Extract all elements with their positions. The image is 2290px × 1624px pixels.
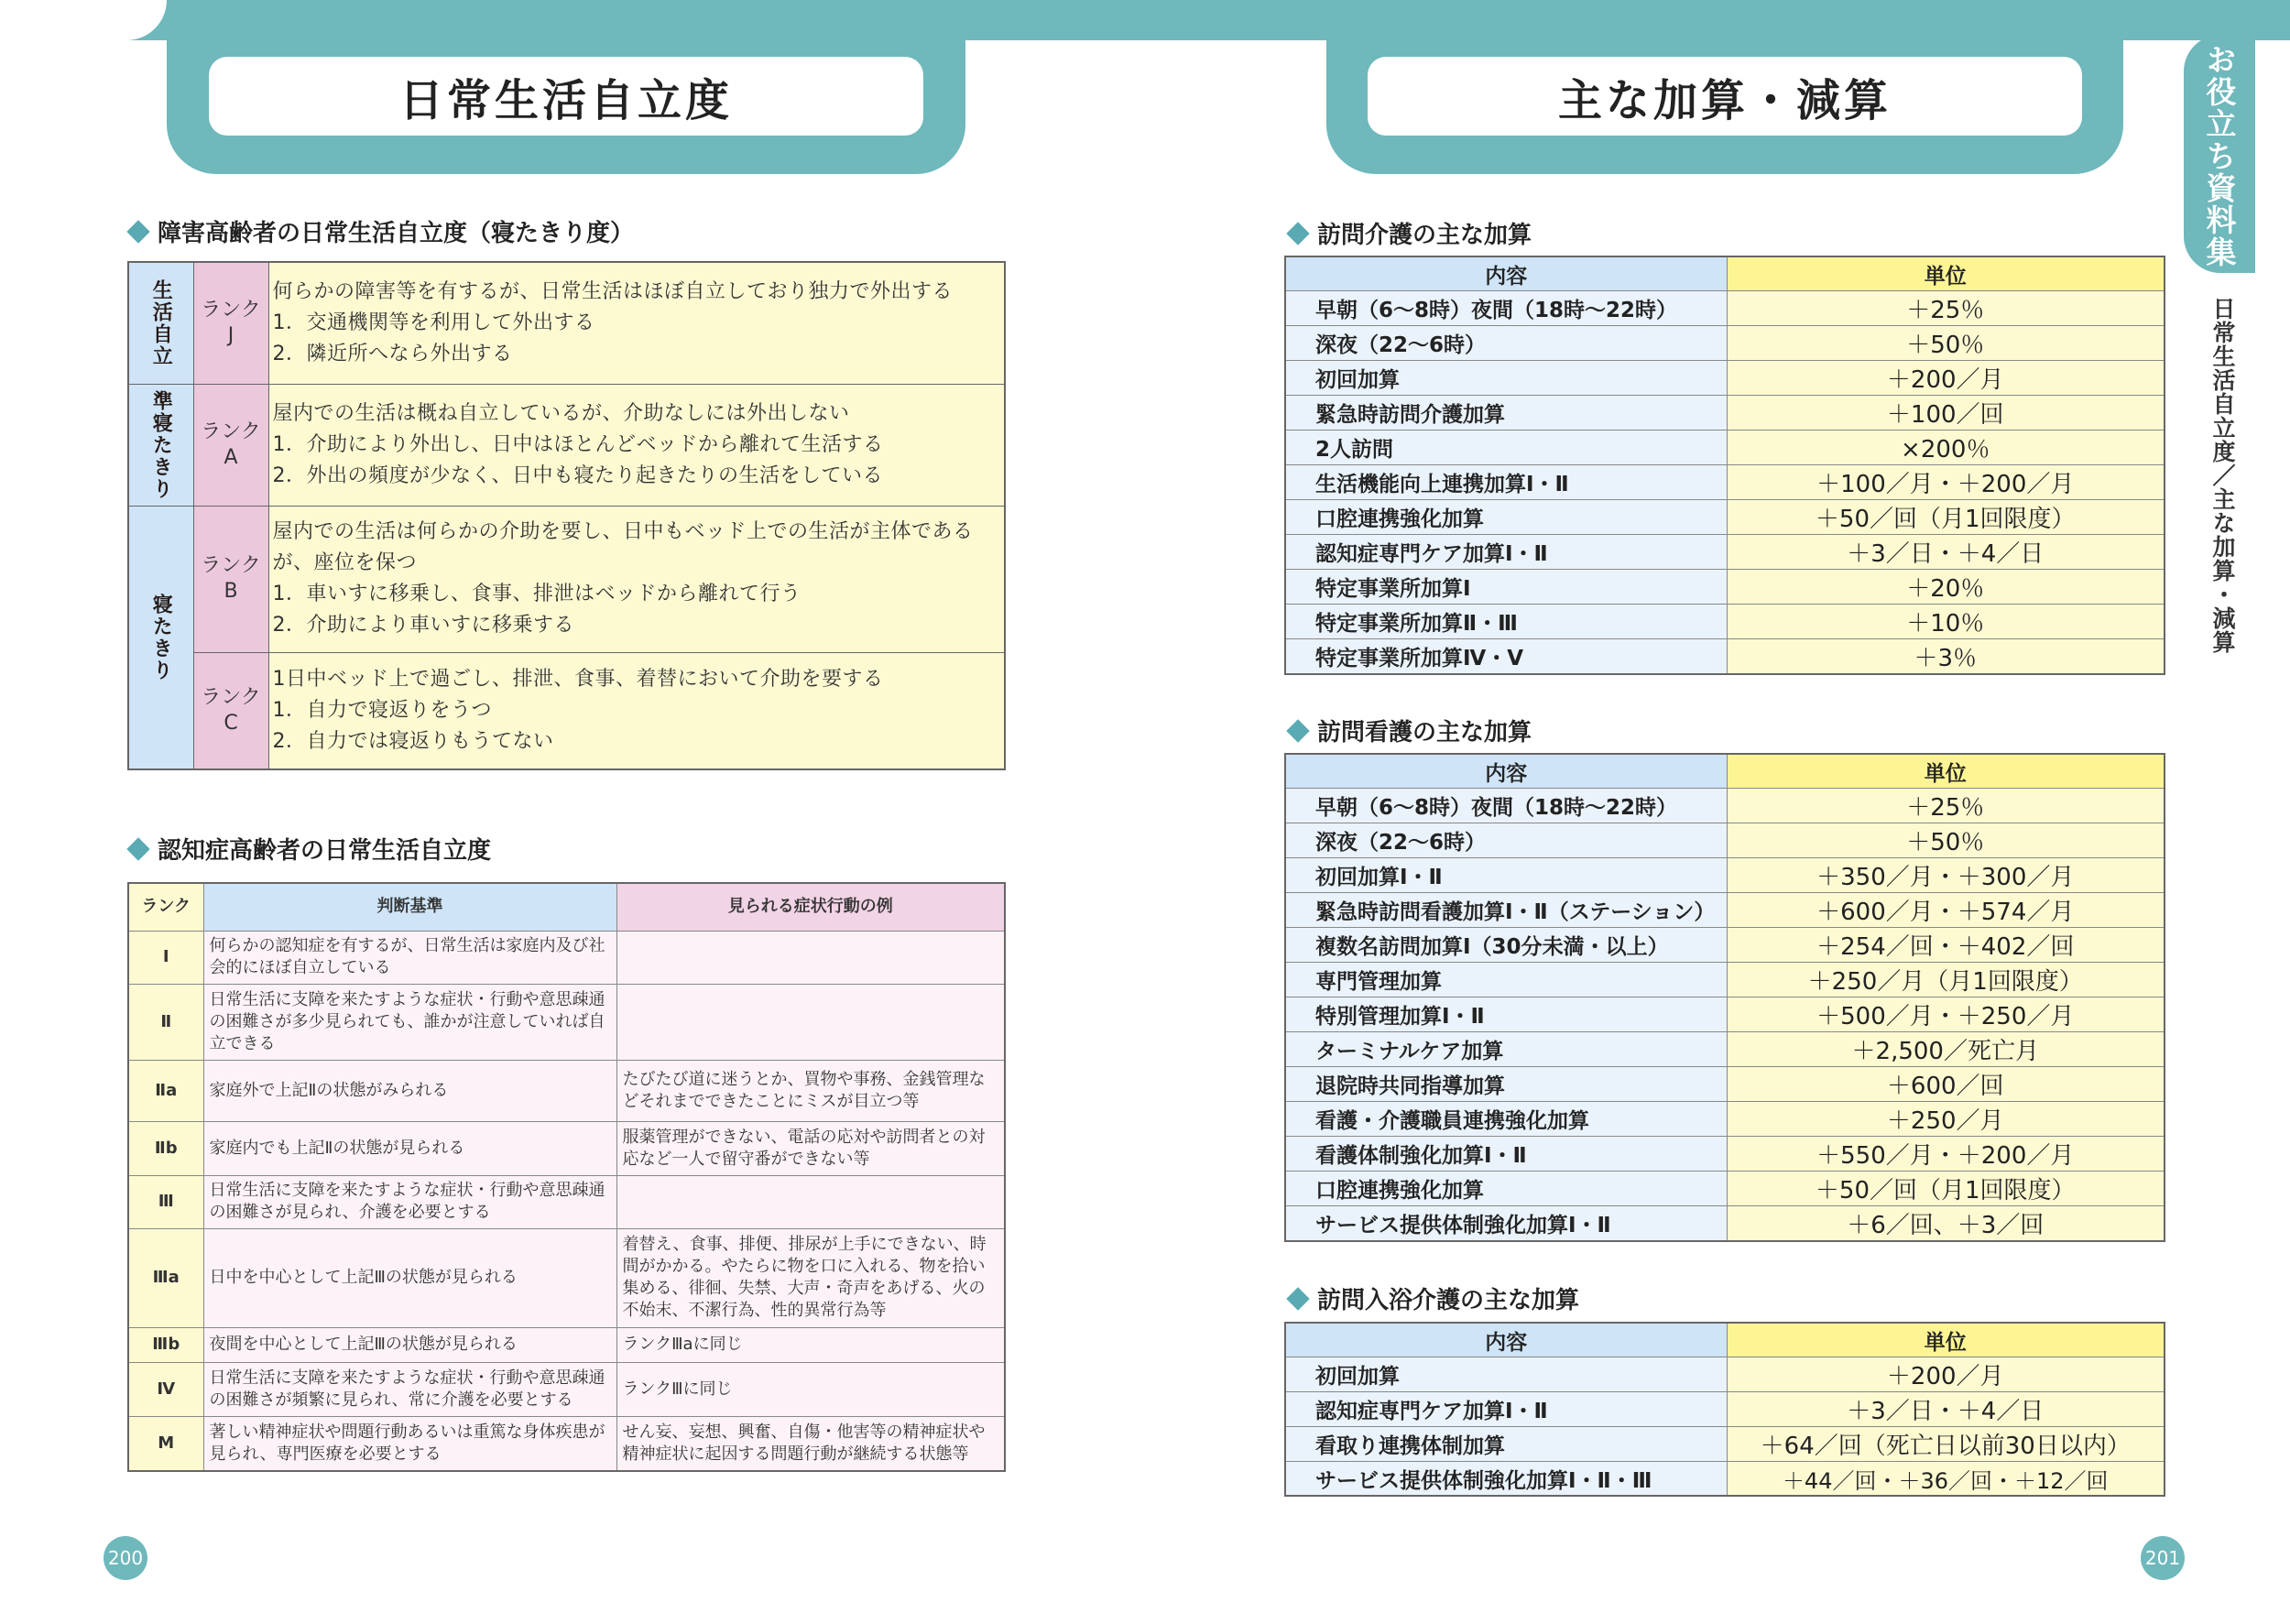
table-row-content: サービス提供体制強化加算Ⅰ・Ⅱ・Ⅲ [1285,1462,1727,1497]
table-row-content: ターミナルケア加算 [1285,1032,1727,1067]
rank-c: ランク C [193,652,268,769]
diamond-icon [1286,1287,1309,1310]
table-row-unit: ＋3／日・＋4／日 [1727,1392,2165,1427]
rank-b: ランク B [193,506,268,652]
bedridden-table [127,261,1006,770]
table-row-unit: ＋50／回（月1回限度） [1727,1172,2165,1206]
diamond-icon [126,837,149,860]
side-label: 日常生活自立度／主な加算・減算 [2209,297,2236,654]
dementia-table [127,882,1006,1472]
rank-a: ランク A [193,384,268,506]
table-row-unit: ＋550／月・＋200／月 [1727,1137,2165,1172]
header-rank: ランク [128,883,203,931]
table-row-rank: Ⅱa [128,1060,203,1121]
table-row-content: 特定事業所加算Ⅱ・Ⅲ [1285,605,1727,639]
sec5-heading [1284,1281,1579,1315]
diamond-icon [1286,222,1309,245]
table-row-criteria: 日常生活に支障を来たすような症状・行動や意思疎通の困難さが頻繁に見られ、常に介護を必要とする [203,1362,616,1416]
table-row-rank: Ⅲb [128,1327,203,1362]
table-row-unit: ＋200／月 [1727,1357,2165,1392]
table-row-content: 初回加算 [1285,361,1727,396]
table-row-unit: ＋500／月・＋250／月 [1727,997,2165,1032]
table-row-criteria: 日常生活に支障を来たすような症状・行動や意思疎通の困難さが多少見られても、誰かが注意していれば自立できる [203,984,616,1060]
table-row-rank: Ⅲ [128,1175,203,1228]
table-row-content: 口腔連携強化加算 [1285,500,1727,535]
page-number-right: 201 [2141,1536,2185,1580]
rank-j [193,262,268,384]
sec3-heading-text: 訪問介護の主な加算 [1317,222,1532,249]
table-row-content: 2人訪問 [1285,431,1727,465]
table-row-criteria: 何らかの認知症を有するが、日常生活は家庭内及び社会的にほぼ自立している [203,931,616,984]
table-row-example [616,984,1005,1060]
top-left-corner [0,0,167,40]
header-unit: 単位 [1727,1323,2165,1357]
table-row-unit: ＋44／回・＋36／回・＋12／回 [1727,1462,2165,1497]
table-row-rank: M [128,1416,203,1471]
table-row-content: 退院時共同指導加算 [1285,1067,1727,1102]
table-row-criteria: 夜間を中心として上記Ⅲの状態が見られる [203,1327,616,1362]
table-row-example [616,1175,1005,1228]
table-row-unit: ＋250／月（月1回限度） [1727,963,2165,997]
table-row-content: 特定事業所加算Ⅳ・Ⅴ [1285,639,1727,675]
table-row-content: 深夜（22～6時） [1285,326,1727,361]
table-row-content: 特定事業所加算Ⅰ [1285,570,1727,605]
rank-b-desc: 屋内での生活は何らかの介助を要し、日中もベッド上での生活が主体である が、座位を保つ 1．車いすに移乗し、食事、排泄はベッドから離れて行う 2．介助により車いすに移乗する [268,506,1005,652]
home-nursing-table [1284,753,2165,1242]
table-row-rank: Ⅲa [128,1228,203,1327]
table-row-example: ランクⅢに同じ [616,1362,1005,1416]
table-row-unit: ＋20％ [1727,570,2165,605]
group-self-reliant: 生活自立 [128,262,193,384]
table-row-rank: Ⅰ [128,931,203,984]
left-page-title: 日常生活自立度 [209,57,923,136]
table-row-unit: ＋100／回 [1727,396,2165,431]
rank-j-desc: 何らかの障害等を有するが、日常生活はほぼ自立しており独力で外出する 1．交通機関等を利用して外出する 2．隣近所へなら外出する [268,262,1005,384]
table-row-unit: ＋600／月・＋574／月 [1727,893,2165,928]
table-row-criteria: 家庭内でも上記Ⅱの状態が見られる [203,1121,616,1175]
table-row-unit: ＋6／回、＋3／回 [1727,1206,2165,1242]
table-row-rank: Ⅱb [128,1121,203,1175]
table-row-unit: ＋50％ [1727,326,2165,361]
table-row-unit: ＋64／回（死亡日以前30日以内） [1727,1427,2165,1462]
group-bedridden: 寝たきり [128,506,193,769]
header-content: 内容 [1285,256,1727,291]
table-row-example: 着替え、食事、排便、排尿が上手にできない、時間がかかる。やたらに物を口に入れる、物を拾い集める、徘徊、失禁、大声・奇声をあげる、火の不始末、不潔行為、性的異常行為等 [616,1228,1005,1327]
table-row-rank: Ⅱ [128,984,203,1060]
header-unit: 単位 [1727,754,2165,789]
diamond-icon [1286,719,1309,742]
table-row-unit: ＋25％ [1727,291,2165,326]
table-row-content: サービス提供体制強化加算Ⅰ・Ⅱ [1285,1206,1727,1242]
sec2-heading-text: 認知症高齢者の日常生活自立度 [158,837,492,865]
table-row-example [616,931,1005,984]
header-content: 内容 [1285,1323,1727,1357]
table-row-unit: ＋600／回 [1727,1067,2165,1102]
table-row-content: 認知症専門ケア加算Ⅰ・Ⅱ [1285,1392,1727,1427]
rank-a-desc: 屋内での生活は概ね自立しているが、介助なしには外出しない 1．介助により外出し、日中はほとんどベッドから離れて生活する 2．外出の頻度が少なく、日中も寝たり起きたりの生活をしている [268,384,1005,506]
sec4-heading [1284,714,1532,747]
page-number-left: 200 [104,1536,147,1580]
table-row-unit: ＋50％ [1727,823,2165,858]
table-row-criteria: 日中を中心として上記Ⅲの状態が見られる [203,1228,616,1327]
side-panel [2184,40,2290,1624]
header-criteria: 判断基準 [203,883,616,931]
table-row-unit: ＋3％ [1727,639,2165,675]
table-row-content: 初回加算 [1285,1357,1727,1392]
table-row-content: 早朝（6～8時）夜間（18時～22時） [1285,291,1727,326]
table-row-unit: ＋3／日・＋4／日 [1727,535,2165,570]
rank-label: ランク [201,298,261,322]
section-tab-label: お役立ち資料集 [2201,44,2238,268]
table-row-rank: Ⅳ [128,1362,203,1416]
table-row-content: 看取り連携体制加算 [1285,1427,1727,1462]
table-row-unit: ＋350／月・＋300／月 [1727,858,2165,893]
table-row-criteria: 家庭外で上記Ⅱの状態がみられる [203,1060,616,1121]
home-care-table [1284,256,2165,675]
header-content: 内容 [1285,754,1727,789]
table-row-content: 看護体制強化加算Ⅰ・Ⅱ [1285,1137,1727,1172]
table-row-content: 口腔連携強化加算 [1285,1172,1727,1206]
rank-c-desc: 1日中ベッド上で過ごし、排泄、食事、着替において介助を要する 1．自力で寝返りをうつ 2．自力では寝返りもうてない [268,652,1005,769]
table-row-unit: ＋25％ [1727,789,2165,823]
sec2-heading [125,832,491,866]
table-row-content: 初回加算Ⅰ・Ⅱ [1285,858,1727,893]
table-row-unit: ＋254／回・＋402／回 [1727,928,2165,963]
table-row-content: 専門管理加算 [1285,963,1727,997]
table-row-content: 緊急時訪問介護加算 [1285,396,1727,431]
table-row-content: 深夜（22～6時） [1285,823,1727,858]
table-row-example: ランクⅢaに同じ [616,1327,1005,1362]
table-row-criteria: 日常生活に支障を来たすような症状・行動や意思疎通の困難さが見られ、介護を必要とする [203,1175,616,1228]
header-unit: 単位 [1727,256,2165,291]
table-row-content: 早朝（6～8時）夜間（18時～22時） [1285,789,1727,823]
table-row-example: たびたび道に迷うとか、買物や事務、金銭管理などそれまでできたことにミスが目立つ等 [616,1060,1005,1121]
rank-letter: J [227,323,234,347]
table-row-content: 複数名訪問加算Ⅰ（30分未満・以上） [1285,928,1727,963]
table-row-unit: ＋2,500／死亡月 [1727,1032,2165,1067]
table-row-unit: ＋10％ [1727,605,2165,639]
table-row-unit: ＋50／回（月1回限度） [1727,500,2165,535]
table-row-unit: ×200％ [1727,431,2165,465]
table-row-example: 服薬管理ができない、電話の応対や訪問者との対応など一人で留守番ができない等 [616,1121,1005,1175]
table-row-unit: ＋200／月 [1727,361,2165,396]
sec1-heading [125,214,634,248]
header-examples: 見られる症状行動の例 [616,883,1005,931]
section-tab[interactable] [2184,35,2255,273]
sec1-heading-text: 障害高齢者の日常生活自立度（寝たきり度） [158,220,635,247]
table-row-unit: ＋100／月・＋200／月 [1727,465,2165,500]
sec5-heading-text: 訪問入浴介護の主な加算 [1317,1287,1580,1314]
table-row-content: 特別管理加算Ⅰ・Ⅱ [1285,997,1727,1032]
diamond-icon [126,220,149,243]
table-row-content: 認知症専門ケア加算Ⅰ・Ⅱ [1285,535,1727,570]
group-semi-bedridden: 準寝たきり [128,384,193,506]
table-row-example: せん妄、妄想、興奮、自傷・他害等の精神症状や精神症状に起因する問題行動が継続する状態等 [616,1416,1005,1471]
home-bathing-table [1284,1322,2165,1497]
table-row-unit: ＋250／月 [1727,1102,2165,1137]
right-page-title: 主な加算・減算 [1368,57,2082,136]
table-row-content: 生活機能向上連携加算Ⅰ・Ⅱ [1285,465,1727,500]
table-row-content: 緊急時訪問看護加算Ⅰ・Ⅱ（ステーション） [1285,893,1727,928]
table-row-criteria: 著しい精神症状や問題行動あるいは重篤な身体疾患が見られ、専門医療を必要とする [203,1416,616,1471]
table-row-content: 看護・介護職員連携強化加算 [1285,1102,1727,1137]
sec4-heading-text: 訪問看護の主な加算 [1317,719,1532,747]
sec3-heading [1284,216,1532,250]
